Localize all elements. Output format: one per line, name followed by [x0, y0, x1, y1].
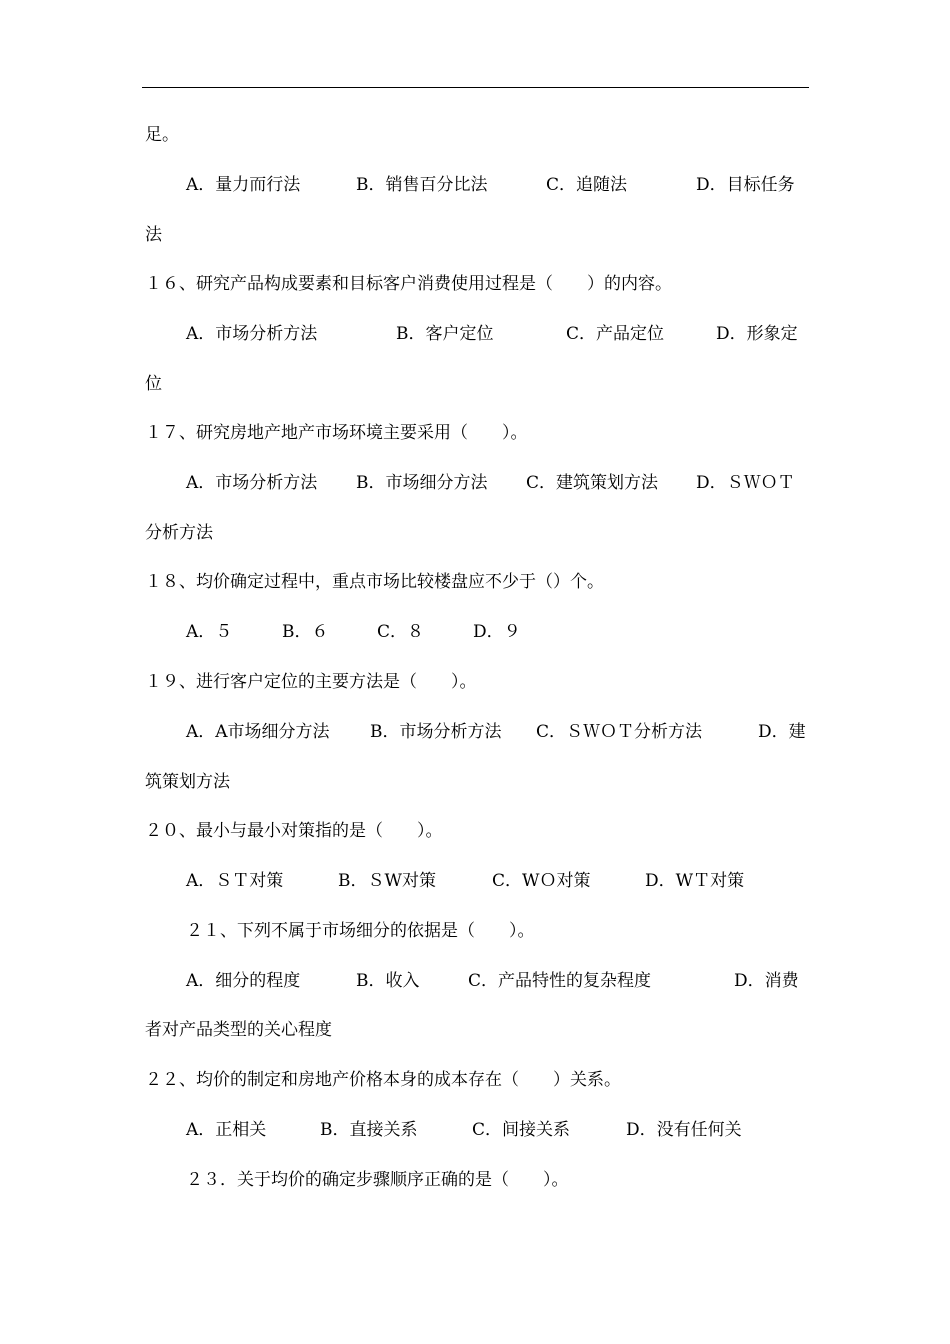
q21-option-d: D．消费 — [734, 971, 799, 991]
q21-option-c: C．产品特性的复杂程度 — [468, 971, 652, 991]
q20-option-c: C．WＯ对策 — [492, 871, 591, 891]
q21-option-b: B．收入 — [356, 971, 420, 991]
question-22: ２２、均价的制定和房地产价格本身的成本存在（ ）关系。 — [145, 1070, 621, 1090]
q20-option-d: D．WＴ对策 — [645, 871, 745, 891]
text-line: 者对产品类型的关心程度 — [145, 1020, 332, 1040]
question-16: １６、研究产品构成要素和目标客户消费使用过程是（ ）的内容。 — [145, 274, 672, 294]
question-17: １７、研究房地产地产市场环境主要采用（ ）。 — [145, 423, 528, 443]
q21-option-a: A．细分的程度 — [186, 971, 301, 991]
q17-option-c: C．建筑策划方法 — [526, 473, 659, 493]
q18-option-b: B．６ — [282, 622, 329, 642]
q17-option-a: A．市场分析方法 — [186, 473, 318, 493]
q18-option-a: A．５ — [186, 622, 233, 642]
q19-option-d: D．建 — [758, 722, 806, 742]
q19-option-c: C．ＳＷＯＴ分析方法 — [536, 722, 703, 742]
text-line: 法 — [145, 225, 162, 245]
q15-option-d: D．目标任务 — [696, 175, 795, 195]
q22-option-a: A．正相关 — [186, 1120, 267, 1140]
question-21: ２１、下列不属于市场细分的依据是（ ）。 — [186, 921, 535, 941]
q15-option-b: B．销售百分比法 — [356, 175, 488, 195]
q18-option-d: D．９ — [473, 622, 521, 642]
question-18: １８、均价确定过程中，重点市场比较楼盘应不少于（）个。 — [145, 572, 604, 592]
q16-option-b: B．客户定位 — [396, 324, 494, 344]
q15-option-c: C．追随法 — [546, 175, 628, 195]
q22-option-c: C．间接关系 — [472, 1120, 571, 1140]
q20-option-a: A．ＳＴ对策 — [186, 871, 284, 891]
q19-option-a: A．A市场细分方法 — [186, 722, 330, 742]
question-19: １９、进行客户定位的主要方法是（ ）。 — [145, 672, 477, 692]
q22-option-b: B．直接关系 — [320, 1120, 418, 1140]
q16-option-a: A．市场分析方法 — [186, 324, 318, 344]
text-line: 位 — [145, 374, 162, 394]
q16-option-d: D．形象定 — [716, 324, 798, 344]
q15-option-a: A．量力而行法 — [186, 175, 301, 195]
q19-option-b: B．市场分析方法 — [370, 722, 502, 742]
q22-option-d: D．没有任何关 — [626, 1120, 742, 1140]
text-line: 分析方法 — [145, 523, 213, 543]
header-rule — [142, 87, 809, 88]
text-line: 足。 — [145, 125, 179, 145]
q17-option-b: B．市场细分方法 — [356, 473, 488, 493]
q18-option-c: C．８ — [377, 622, 425, 642]
text-line: 筑策划方法 — [145, 772, 230, 792]
question-20: ２０、最小与最小对策指的是（ ）。 — [145, 821, 443, 841]
q16-option-c: C．产品定位 — [566, 324, 665, 344]
question-23: ２３．关于均价的确定步骤顺序正确的是（ ）。 — [186, 1170, 569, 1190]
q17-option-d: D．ＳＷＯＴ — [696, 473, 795, 493]
q20-option-b: B．ＳW对策 — [338, 871, 436, 891]
